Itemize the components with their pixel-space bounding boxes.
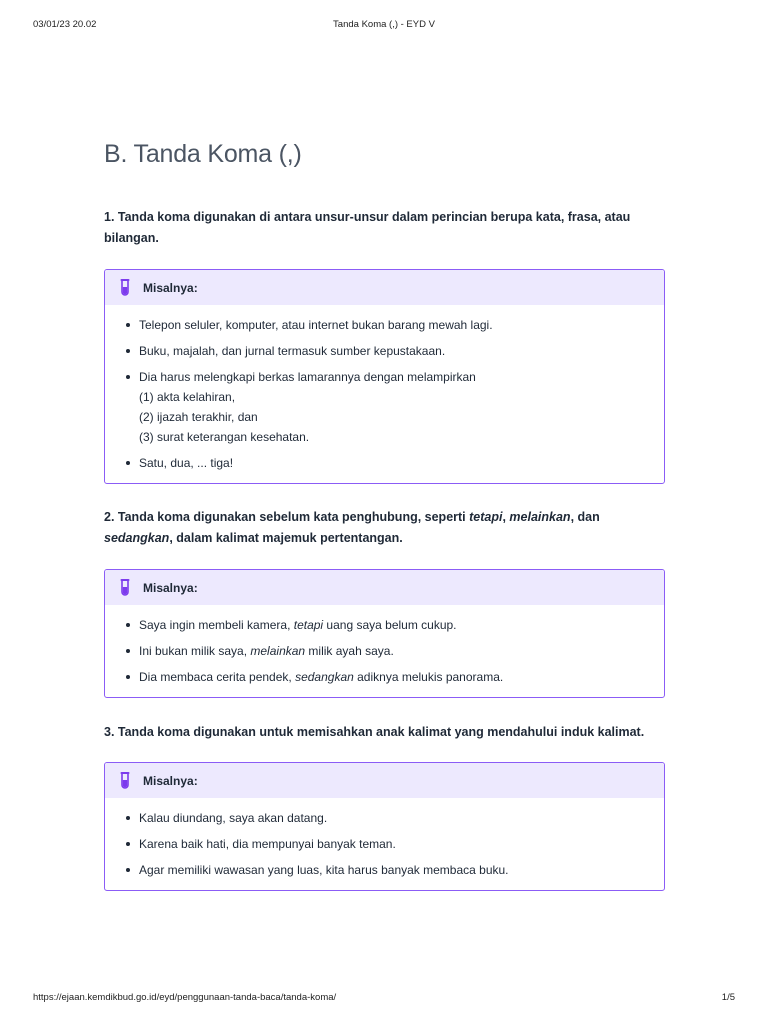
example-box-header xyxy=(105,570,664,605)
example-list xyxy=(105,798,664,890)
list-item-line: (3) surat keterangan kesehatan. xyxy=(139,430,310,444)
test-tube-icon xyxy=(119,579,131,597)
test-tube-icon xyxy=(119,772,131,790)
list-item: Kalau diundang, saya akan datang. xyxy=(139,808,664,828)
rule-2-text: 2. Tanda koma digunakan sebelum kata penghubung, seperti tetapi, melainkan, dan sedangkan, dalam kalimat majemuk pertentangan. xyxy=(104,510,600,545)
example-list xyxy=(105,605,664,697)
example-list xyxy=(105,305,664,483)
list-item: Buku, majalah, dan jurnal termasuk sumber kepustakaan. xyxy=(139,341,664,361)
list-item: Telepon seluler, komputer, atau internet bukan barang mewah lagi. xyxy=(139,315,664,335)
list-item xyxy=(139,367,664,447)
list-item: Ini bukan milik saya, melainkan milik ayah saya. xyxy=(139,641,664,661)
print-document-title: Tanda Koma (,) - EYD V xyxy=(333,19,435,30)
example-box-header xyxy=(105,763,664,798)
example-box-label: Misalnya: xyxy=(143,280,198,295)
test-tube-icon xyxy=(119,279,131,297)
example-box-1 xyxy=(104,269,665,484)
page-number: 1/5 xyxy=(721,992,735,1003)
example-box-label: Misalnya: xyxy=(143,773,198,788)
source-url-link[interactable]: https://ejaan.kemdikbud.go.id/eyd/penggunaan-tanda-baca/tanda-koma/ xyxy=(33,992,337,1003)
list-item: Agar memiliki wawasan yang luas, kita harus banyak membaca buku. xyxy=(139,860,664,880)
list-item-line: (2) ijazah terakhir, dan xyxy=(139,410,258,424)
list-item: Saya ingin membeli kamera, tetapi uang saya belum cukup. xyxy=(139,615,664,635)
list-item-line: (1) akta kelahiran, xyxy=(139,390,236,404)
example-box-header xyxy=(105,270,664,305)
list-item: Karena baik hati, dia mempunyai banyak teman. xyxy=(139,834,664,854)
list-item: Dia membaca cerita pendek, sedangkan adiknya melukis panorama. xyxy=(139,667,664,687)
list-item: Satu, dua, ... tiga! xyxy=(139,453,664,473)
example-box-label: Misalnya: xyxy=(143,580,198,595)
page-title: B. Tanda Koma (,) xyxy=(104,140,302,168)
list-item-lead: Dia harus melengkapi berkas lamarannya dengan melampirkan xyxy=(139,370,476,384)
example-box-2 xyxy=(104,569,665,698)
rule-1-text: 1. Tanda koma digunakan di antara unsur-unsur dalam perincian berupa kata, frasa, atau bilangan. xyxy=(104,210,631,245)
print-datetime: 03/01/23 20.02 xyxy=(33,19,97,30)
rule-3-text: 3. Tanda koma digunakan untuk memisahkan anak kalimat yang mendahului induk kalimat. xyxy=(104,725,645,739)
example-box-3 xyxy=(104,762,665,891)
